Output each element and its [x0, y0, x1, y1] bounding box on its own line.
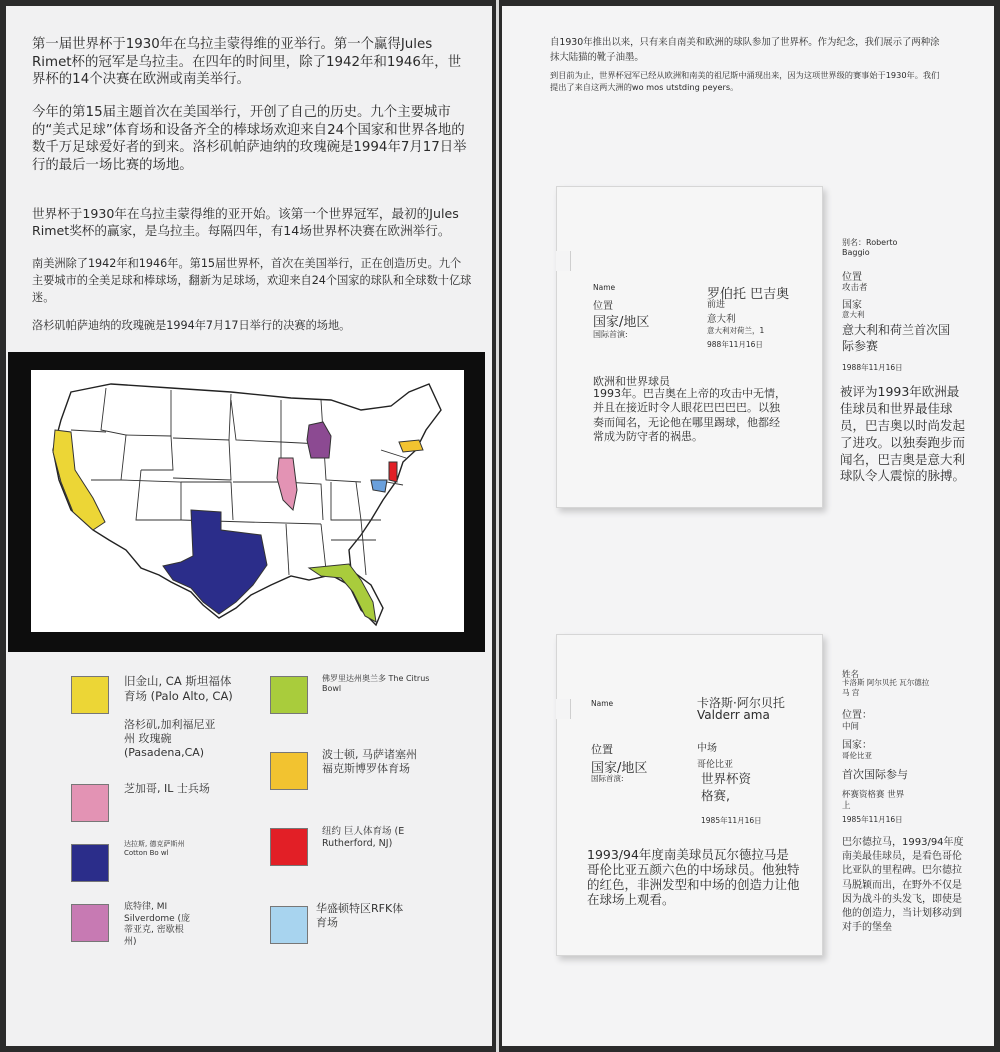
card2-debut-label: 国际首演: — [591, 774, 624, 783]
legend-label-detroit: 底特律, MI Silverdome (庞蒂亚克, 密歇根州) — [124, 902, 191, 947]
side2-country: 哥伦比亚 — [842, 751, 872, 760]
legend-label-chicago: 芝加哥, IL 士兵场 — [124, 782, 210, 795]
card2-country: 哥伦比亚 — [697, 760, 734, 770]
card2-debut: 世界杯资格赛, — [701, 771, 752, 803]
state-new-jersey — [389, 462, 397, 482]
legend-label-washington: 华盛顿特区RFK体育场 — [316, 902, 404, 930]
intro-paragraph-3: 世界杯于1930年在乌拉圭蒙得维的亚开始。该第一个世界冠军，最初的Jules Rimet奖杯的赢家，是乌拉圭。每隔四年，有14场世界杯决赛在欧洲举行。 — [32, 206, 459, 238]
side2-name: 卡洛斯 阿尔贝托 瓦尔德拉马 宫 — [842, 678, 930, 697]
legend-swatch-mauve — [71, 904, 109, 942]
legend-label-new-york: 纽约 巨人体育场 (E Rutherford, NJ) — [322, 826, 405, 850]
legend-swatch-yellow — [71, 676, 109, 714]
intro-paragraph-4: 南美洲除了1942年和1946年。第15届世界杯，首次在美国举行，正在创造历史。九个主要城市的全美足球和棒球场，翻新为足球场，欢迎来自24个国家的球队和全球数十亿球迷。 — [32, 257, 472, 304]
legend-swatch-pink — [71, 784, 109, 822]
state-dc-maryland — [371, 480, 387, 492]
side1-country-label: 国家 — [842, 300, 862, 311]
side1-position: 攻击者 — [842, 283, 868, 293]
side2-country-label: 国家： — [842, 740, 872, 751]
intro-paragraph-2: 今年的第15届主题首次在美国举行，开创了自己的历史。九个主要城市的“美式足球”体育场和设备齐全的棒球场欢迎来自24个国家和世界各地的数千万足球爱好者的到来。洛杉矶帕萨迪纳的玫瑰碗是1994年7月17日举行的最后一场比赛的场地。 — [32, 105, 467, 174]
card2-name: 卡洛斯·阿尔贝托 Valderr ama — [697, 696, 785, 722]
legend-label-dallas: 达拉斯, 德克萨斯州Cotton Bo wl — [124, 840, 185, 857]
card1-country-label: 国家/地区 — [593, 315, 650, 330]
side2-debut-date: 1985年11月16日 — [842, 815, 903, 824]
side2-position: 中间 — [842, 722, 860, 732]
intro-paragraph-5: 洛杉矶帕萨迪纳的玫瑰碗是1994年7月17日举行的决赛的场地。 — [32, 319, 351, 332]
side2-position-label: 位置： — [842, 710, 872, 721]
card1-debut-label: 国际首演: — [593, 330, 628, 339]
side1-debut-date: 1988年11月16日 — [842, 363, 903, 372]
card2-country-label: 国家/地区 — [591, 761, 648, 776]
legend-label-orlando: 佛罗里达州奥兰多 The Citrus Bowl — [322, 674, 430, 694]
card1-position-label: 位置 — [593, 301, 613, 312]
card1-bio: 1993年。巴吉奥在上帝的攻击中无情，并且在接近时令人眼花巴巴巴巴。以独奏而闻名，无论他在哪里踢球，他都经常成为防守者的祸患。 — [593, 387, 786, 443]
side2-bio: 巴尔德拉马，1993/94年度南美最佳球员，是看色哥伦比亚队的里程碑。巴尔德拉马脱颖而出，在野外不仅是因为战斗的头发飞，即使是他的创造力，当计划移动到对手的堡垒 — [842, 837, 964, 934]
card2-name-label: Name — [591, 699, 614, 708]
card1-bio-title: 欧洲和世界球员 — [593, 375, 670, 388]
legend-swatch-green — [270, 676, 308, 714]
legend-swatch-red — [270, 828, 308, 866]
card-notch — [556, 699, 571, 719]
intro-paragraph-1: 第一届世界杯于1930年在乌拉圭蒙得维的亚举行。第一个赢得Jules Rimet杯的冠军是乌拉圭。在四年的时间里，除了1942年和1946年，世界杯的14个决赛在欧洲或南美举行。 — [32, 37, 462, 88]
side2-debut: 首次国际参与 — [842, 768, 908, 781]
us-venue-map — [31, 370, 464, 632]
legend-label-san-francisco: 旧金山, CA 斯坦福体育场 (Palo Alto, CA) — [124, 674, 233, 703]
card1-position: 前进 — [707, 300, 726, 310]
legend-swatch-orange — [270, 752, 308, 790]
side1-bio: 被评为1993年欧洲最佳球员和世界最佳球员，巴吉奥以时尚发起了进攻。以独奏跑步而闻名，巴吉奥是意大利球队令人震惊的脉搏。 — [840, 384, 966, 484]
card-notch — [556, 251, 571, 271]
page-fold — [496, 0, 499, 1052]
side1-alias: 别名：Roberto Baggio — [842, 238, 898, 258]
legend-label-boston: 波士顿, 马萨诸塞州福克斯博罗体育场 — [322, 748, 417, 776]
state-massachusetts — [399, 440, 423, 452]
legend-swatch-navy — [71, 844, 109, 882]
us-map-svg — [31, 370, 464, 632]
card1-country: 意大利 — [707, 314, 736, 325]
side2-debut-detail: 杯赛资格赛 世界 上 — [842, 790, 905, 812]
side2-name-label: 姓名 — [842, 670, 860, 680]
card1-name-label: Name — [593, 283, 616, 292]
right-intro-1: 自1930年推出以来，只有来自南美和欧洲的球队参加了世界杯。作为纪念，我们展示了两种涂抹大陆猫的靴子油墨。 — [550, 37, 940, 63]
card1-debut-date: 988年11月16日 — [707, 340, 763, 349]
right-intro-2: 到目前为止，世界杯冠军已经从欧洲和南美的祖尼斯中涌现出来，因为这项世界级的赛事始于1930年。我们提出了来自这两大洲的wo mos utstding peyers。 — [550, 70, 940, 92]
card2-bio: 1993/94年度南美球员瓦尔德拉马是哥伦比亚五颜六色的中场球员。他独特的红色，非洲发型和中场的创造力让他在球场上观看。 — [587, 847, 800, 907]
card2-debut-date: 1985年11月16日 — [701, 816, 762, 825]
card1-name: 罗伯托 巴吉奥 — [707, 287, 790, 302]
legend-label-los-angeles: 洛杉矶,加利福尼亚州 玫瑰碗(Pasadena,CA) — [124, 718, 216, 760]
legend-swatch-light-blue — [270, 906, 308, 944]
card2-position: 中场 — [697, 743, 717, 754]
side1-position-label: 位置 — [842, 272, 862, 283]
player-card-baggio — [556, 186, 823, 508]
player-card-valderrama — [556, 634, 823, 956]
card2-position-label: 位置 — [591, 743, 613, 756]
card1-debut: 意大利对荷兰，1 — [707, 326, 765, 335]
side1-debut: 意大利和荷兰首次国际参赛 — [842, 323, 951, 354]
us-venue-map-frame — [8, 352, 485, 652]
side1-country: 意大利 — [842, 310, 865, 319]
